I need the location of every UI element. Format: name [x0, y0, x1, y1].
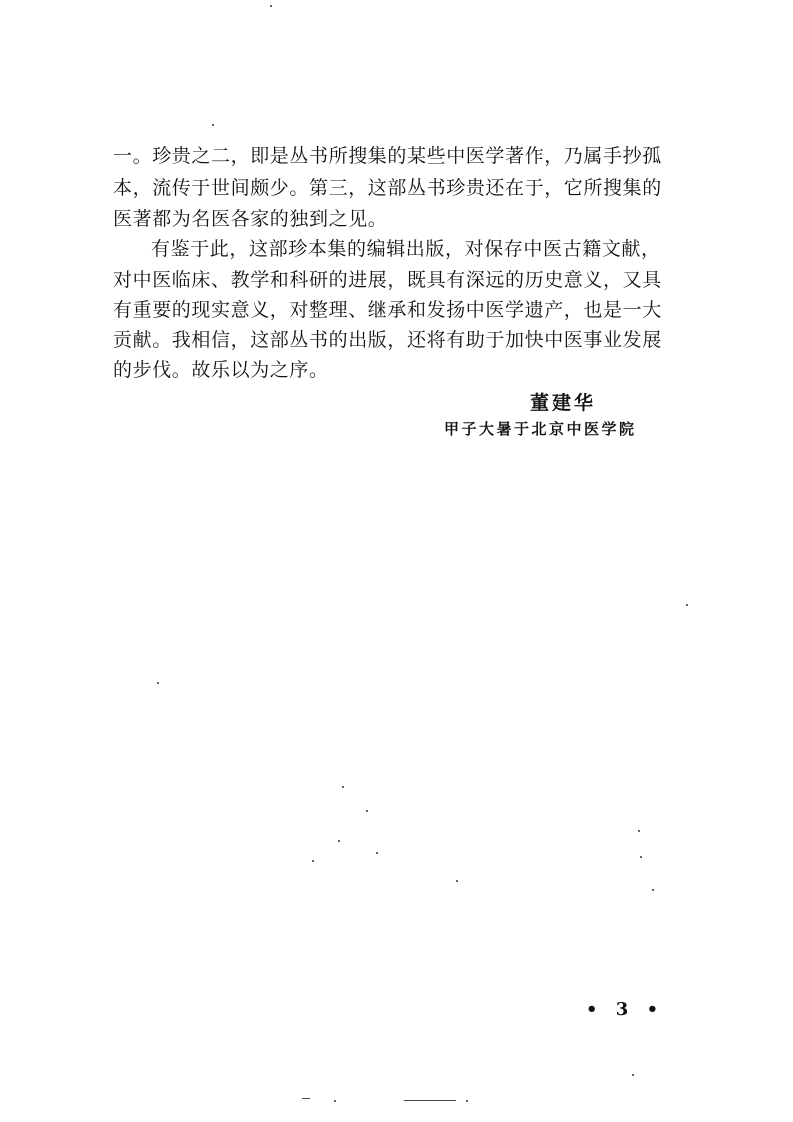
scan-speck — [466, 1100, 468, 1102]
scan-speck — [270, 5, 272, 7]
body-line-5: 对中医临床、教学和科研的进展，既具有深远的历史意义，又具 — [113, 269, 662, 291]
body-line-6: 有重要的现实意义，对整理、继承和发扬中医学遗产，也是一大 — [113, 299, 662, 321]
scan-speck — [456, 880, 458, 882]
body-line-3: 医著都为名医各家的独到之见。 — [113, 208, 388, 230]
scan-speck — [376, 852, 378, 854]
body-line-7: 贡献。我相信，这部丛书的出版，还将有助于加快中医事业发展 — [113, 329, 662, 351]
scan-speck — [334, 1100, 336, 1102]
scan-smudge — [302, 1098, 310, 1099]
body-line-8: 的步伐。故乐以为之序。 — [113, 359, 329, 381]
scan-speck — [312, 860, 314, 862]
author-signature: 董建华 — [530, 392, 597, 414]
scan-speck — [632, 1074, 634, 1076]
page-number: • 3 • — [586, 999, 665, 1020]
scan-speck — [652, 889, 654, 891]
scan-speck — [640, 856, 642, 858]
scan-smudge — [404, 1100, 456, 1101]
body-paragraph-2-line-1: 有鉴于此，这部珍本集的编辑出版，对保存中医古籍文献， — [151, 238, 661, 260]
scan-speck — [638, 830, 640, 832]
scan-speck — [342, 786, 344, 788]
scan-speck — [686, 604, 688, 606]
body-line-1: 一。珍贵之二，即是丛书所搜集的某些中医学著作，乃属手抄孤 — [113, 145, 662, 167]
scan-speck — [157, 682, 159, 684]
scan-speck — [366, 810, 368, 812]
body-line-2: 本，流传于世间颇少。第三，这部丛书珍贵还在于，它所搜集的 — [113, 177, 662, 199]
scan-speck — [212, 124, 214, 126]
scan-speck — [338, 840, 340, 842]
signature-date-place: 甲子大暑于北京中医学院 — [444, 420, 637, 438]
